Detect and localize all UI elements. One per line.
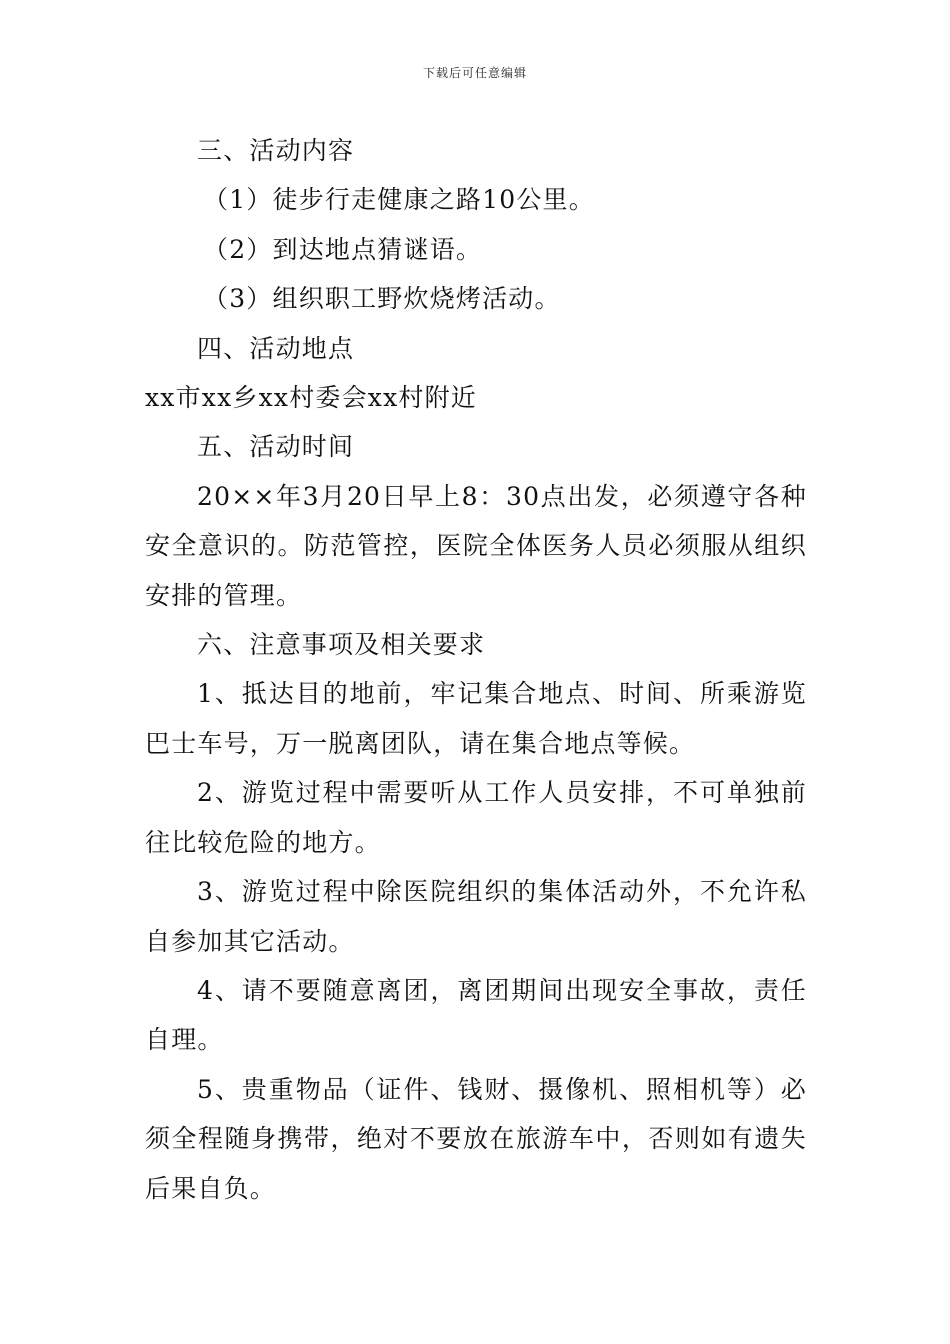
note-item-1: 1、抵达目的地前，牢记集合地点、时间、所乘游览巴士车号，万一脱离团队，请在集合地点等候。 [145, 679, 807, 758]
note-item-2: 2、游览过程中需要听从工作人员安排，不可单独前往比较危险的地方。 [145, 778, 807, 857]
section-heading-time: 五、活动时间 [197, 432, 355, 462]
note-item-4: 4、请不要随意离团，离团期间出现安全事故，责任自理。 [145, 975, 807, 1055]
section-heading-content: 三、活动内容 [197, 136, 355, 165]
content-item-2: （2）到达地点猜谜语。 [203, 234, 483, 264]
note-item-5: 5、贵重物品（证件、钱财、摄像机、照相机等）必须全程随身携带，绝对不要放在旅游车中，否则如有遗失后果自负。 [145, 1074, 807, 1203]
location-text: xx市xx乡xx村委会xx村附近 [145, 383, 477, 413]
time-paragraph: 20××年3月20日早上8：30点出发，必须遵守各种安全意识的。防范管控，医院全体医务人员必须服从组织安排的管理。 [145, 481, 807, 610]
section-heading-location: 四、活动地点 [197, 333, 355, 363]
note-item-3: 3、游览过程中除医院组织的集体活动外，不允许私自参加其它活动。 [145, 877, 807, 956]
document-body [145, 126, 807, 1213]
content-item-1: （1）徒步行走健康之路10公里。 [203, 185, 595, 215]
content-item-3: （3）组织职工野炊烧烤活动。 [203, 284, 561, 314]
section-heading-notes: 六、注意事项及相关要求 [197, 630, 486, 660]
page-header: 下载后可任意编辑 [422, 66, 527, 80]
